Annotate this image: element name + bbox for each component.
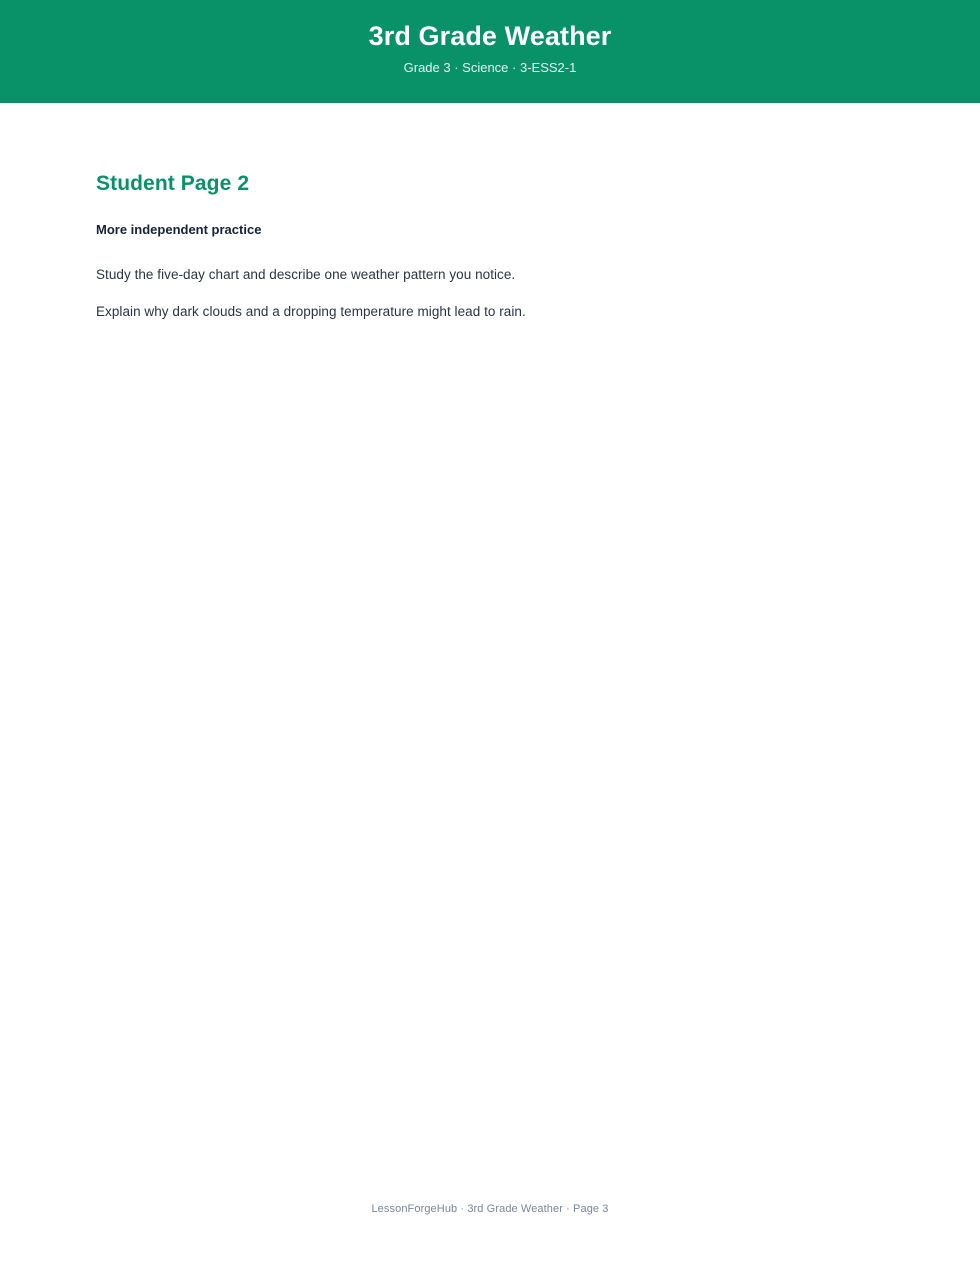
page-subtitle: Grade 3 · Science · 3-ESS2-1 bbox=[403, 60, 577, 75]
instruction-paragraph: Explain why dark clouds and a dropping temperature might lead to rain. bbox=[96, 304, 526, 319]
section-subhead: More independent practice bbox=[96, 222, 262, 237]
section-title: Student Page 2 bbox=[96, 172, 250, 195]
page-header-banner bbox=[0, 0, 980, 103]
page-title: 3rd Grade Weather bbox=[368, 21, 612, 51]
page-footer bbox=[0, 1202, 980, 1268]
instruction-paragraph: Study the five-day chart and describe one weather pattern you notice. bbox=[96, 267, 516, 282]
content-area bbox=[0, 103, 980, 1202]
footer-text: LessonForgeHub · 3rd Grade Weather · Page 3 bbox=[371, 1203, 609, 1215]
